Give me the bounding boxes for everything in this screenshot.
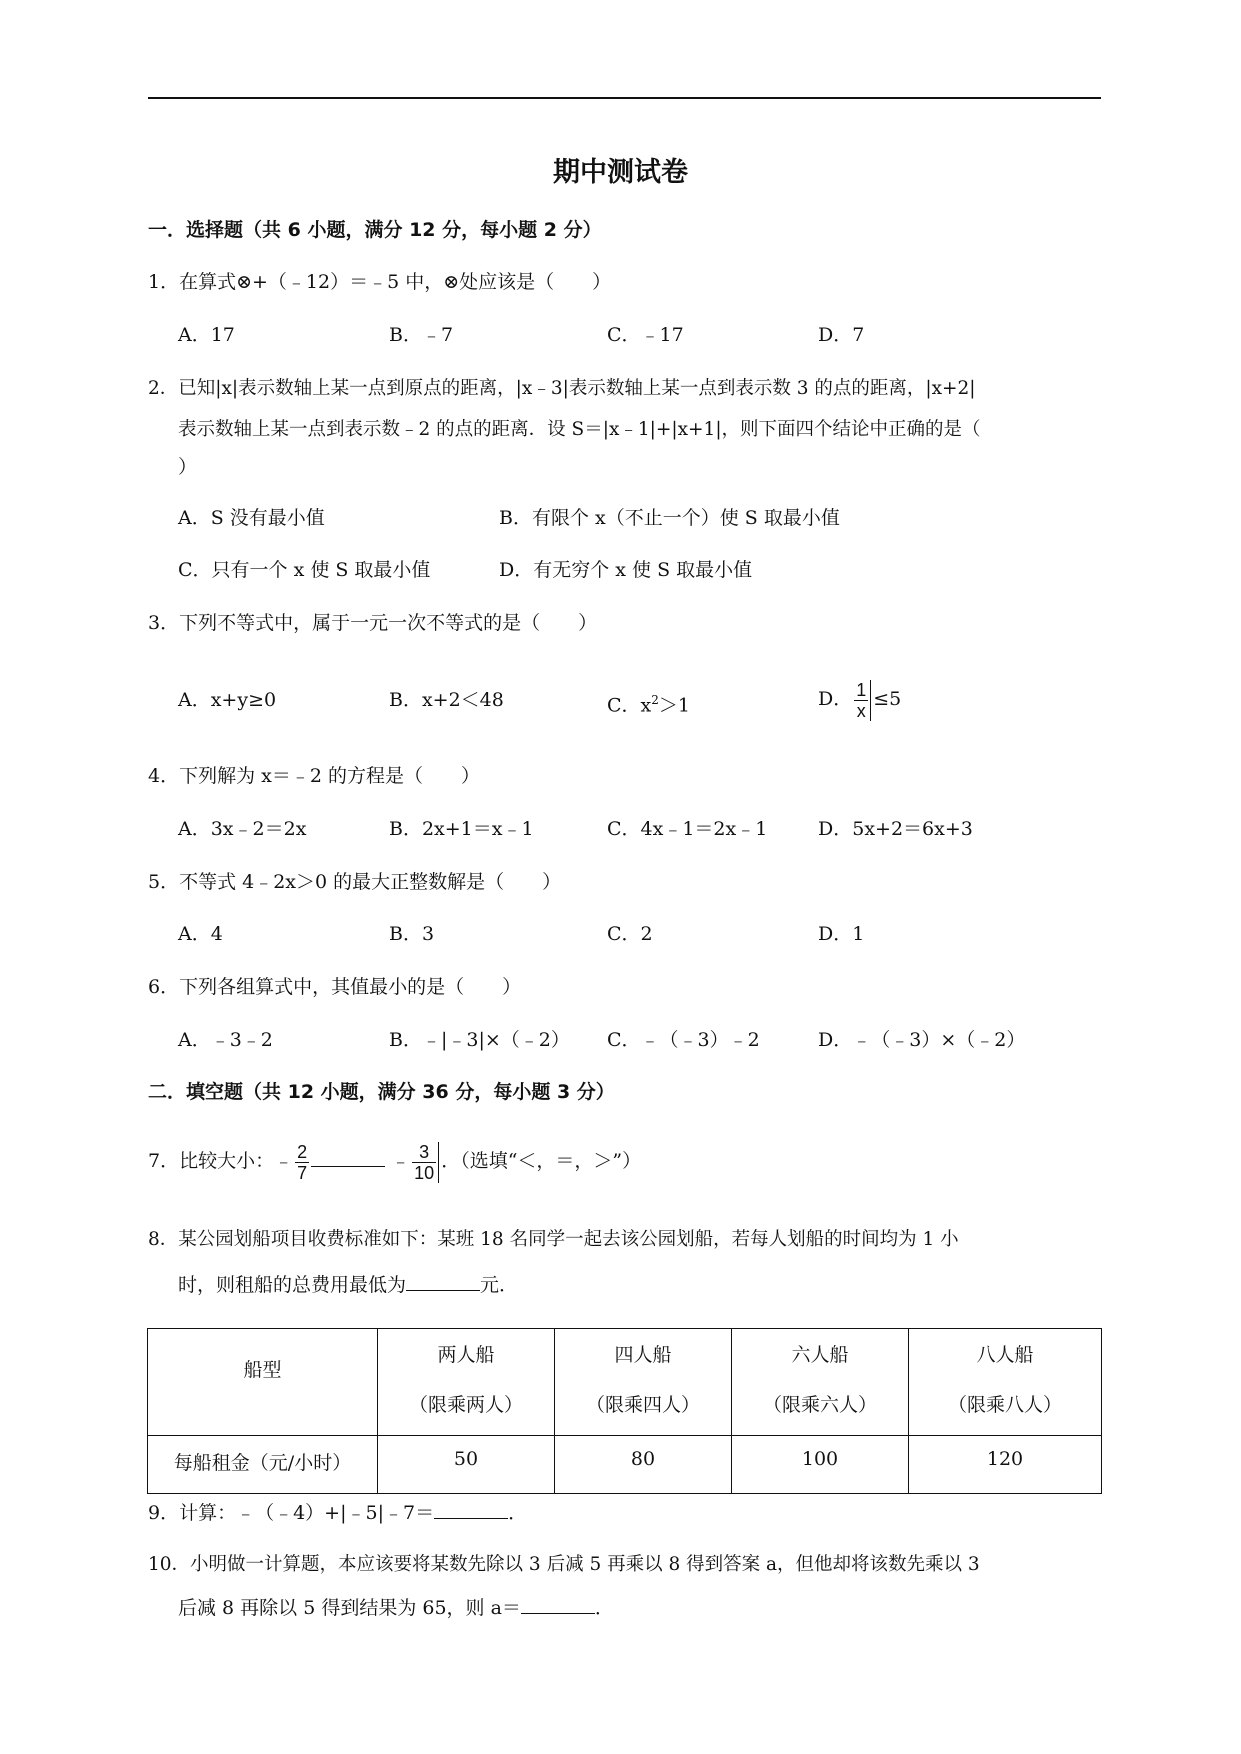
q2-stem-line2: 表示数轴上某一点到表示数﹣2 的点的距离．设 S＝|x﹣1|+|x+1|，则下面四个结论中正确的是（: [178, 419, 981, 440]
q7-fraction-1: $\frac{2}{7}$: [297, 1141, 308, 1183]
q7-answer-blank: [311, 1148, 385, 1167]
q2-option-c: C．只有一个 x 使 S 取最小值: [178, 559, 431, 581]
q10-answer-blank: [521, 1595, 595, 1614]
q9-answer-blank: [434, 1500, 508, 1519]
q3-option-b: B．x+2＜48: [389, 689, 504, 711]
q3-option-c: C．$x^2>1$: [607, 693, 690, 717]
q5-option-a: A．4: [178, 923, 223, 945]
fee-table-boat: 八人船 （限乘八人）: [909, 1329, 1102, 1436]
fee-table-price: 120: [909, 1436, 1102, 1494]
q6-option-a: A．﹣3﹣2: [178, 1029, 273, 1051]
fee-table-boat: 两人船 （限乘两人）: [378, 1329, 555, 1436]
q10-stem-line2: 后减 8 再除以 5 得到结果为 65，则 a＝ ．: [178, 1597, 614, 1619]
section-heading-fill: 二．填空题（共 12 小题，满分 36 分，每小题 3 分）: [148, 1081, 615, 1103]
q6-option-d: D．﹣（﹣3）×（﹣2）: [818, 1029, 1026, 1051]
fee-table-boat: 四人船 （限乘四人）: [555, 1329, 732, 1436]
section-heading-choice: 一．选择题（共 6 小题，满分 12 分，每小题 2 分）: [148, 219, 602, 241]
page-title: 期中测试卷: [553, 157, 688, 188]
q2-stem-line1: 2．已知|x|表示数轴上某一点到原点的距离，|x﹣3|表示数轴上某一点到表示数 3 的点的距离，|x+2|: [148, 378, 976, 399]
fee-table-price: 100: [732, 1436, 909, 1494]
q7-fraction-2: $\frac{3}{10}$: [412, 1142, 439, 1183]
q1-option-d: D．7: [818, 324, 865, 346]
q4-stem: 4．下列解为 x＝﹣2 的方程是（ ）: [148, 765, 480, 787]
q2-option-a: A．S 没有最小值: [178, 507, 325, 529]
q1-option-a: A．17: [178, 324, 235, 346]
q6-stem: 6．下列各组算式中，其值最小的是（ ）: [148, 976, 522, 998]
q1-stem: 1．在算式⊗+（﹣12）＝﹣5 中，⊗处应该是（ ）: [148, 271, 612, 293]
q3-d-fraction: $\frac{1}{x}$: [854, 680, 871, 721]
fee-table-row-label: 每船租金（元/小时）: [148, 1436, 378, 1494]
fee-table: [147, 1328, 1102, 1494]
q10-stem-line1: 10．小明做一计算题，本应该要将某数先除以 3 后减 5 再乘以 8 得到答案 a，但他却将该数先乘以 3: [148, 1554, 980, 1575]
q4-option-b: B．2x+1＝x﹣1: [389, 818, 534, 840]
q9-stem: 9．计算：﹣（﹣4）+|﹣5|﹣7＝ ．: [148, 1502, 528, 1524]
q2-stem-line3: ）: [178, 456, 198, 478]
q8-stem-line2: 时，则租船的总费用最低为 元．: [178, 1274, 519, 1296]
fee-table-price: 50: [378, 1436, 555, 1494]
q5-stem: 5．不等式 4﹣2x＞0 的最大正整数解是（ ）: [148, 871, 562, 893]
fee-table-header: 船型: [148, 1329, 378, 1436]
q6-option-c: C．﹣（﹣3）﹣2: [607, 1029, 760, 1051]
q2-option-d: D．有无穷个 x 使 S 取最小值: [499, 559, 753, 581]
q1-option-b: B．﹣7: [389, 324, 454, 346]
q7-stem: 7．比较大小：﹣ $\frac{2}{7}$ ﹣ $\frac{3}{10}$ ．（选填“＜，＝，＞”）: [148, 1141, 642, 1183]
q4-option-d: D．5x+2＝6x+3: [818, 818, 973, 840]
q1-option-c: C．﹣17: [607, 324, 684, 346]
q8-answer-blank: [406, 1272, 480, 1291]
fee-table-price: 80: [555, 1436, 732, 1494]
header-rule: [148, 97, 1101, 99]
q3-stem: 3．下列不等式中，属于一元一次不等式的是（ ）: [148, 612, 598, 634]
q4-option-a: A．3x﹣2＝2x: [178, 818, 307, 840]
q3-option-a: A．x+y≥0: [178, 689, 277, 711]
q8-stem-line1: 8．某公园划船项目收费标准如下：某班 18 名同学一起去该公园划船，若每人划船的时间均为 1 小: [148, 1229, 959, 1250]
q5-option-d: D．1: [818, 923, 865, 945]
q4-option-c: C．4x﹣1＝2x﹣1: [607, 818, 768, 840]
q5-option-c: C．2: [607, 923, 653, 945]
fee-table-boat: 六人船 （限乘六人）: [732, 1329, 909, 1436]
q5-option-b: B．3: [389, 923, 435, 945]
q3-option-d: D． $\frac{1}{x}$ ≤5: [818, 679, 902, 721]
q6-option-b: B．﹣|﹣3|×（﹣2）: [389, 1029, 570, 1051]
q2-option-b: B．有限个 x（不止一个）使 S 取最小值: [499, 507, 840, 529]
